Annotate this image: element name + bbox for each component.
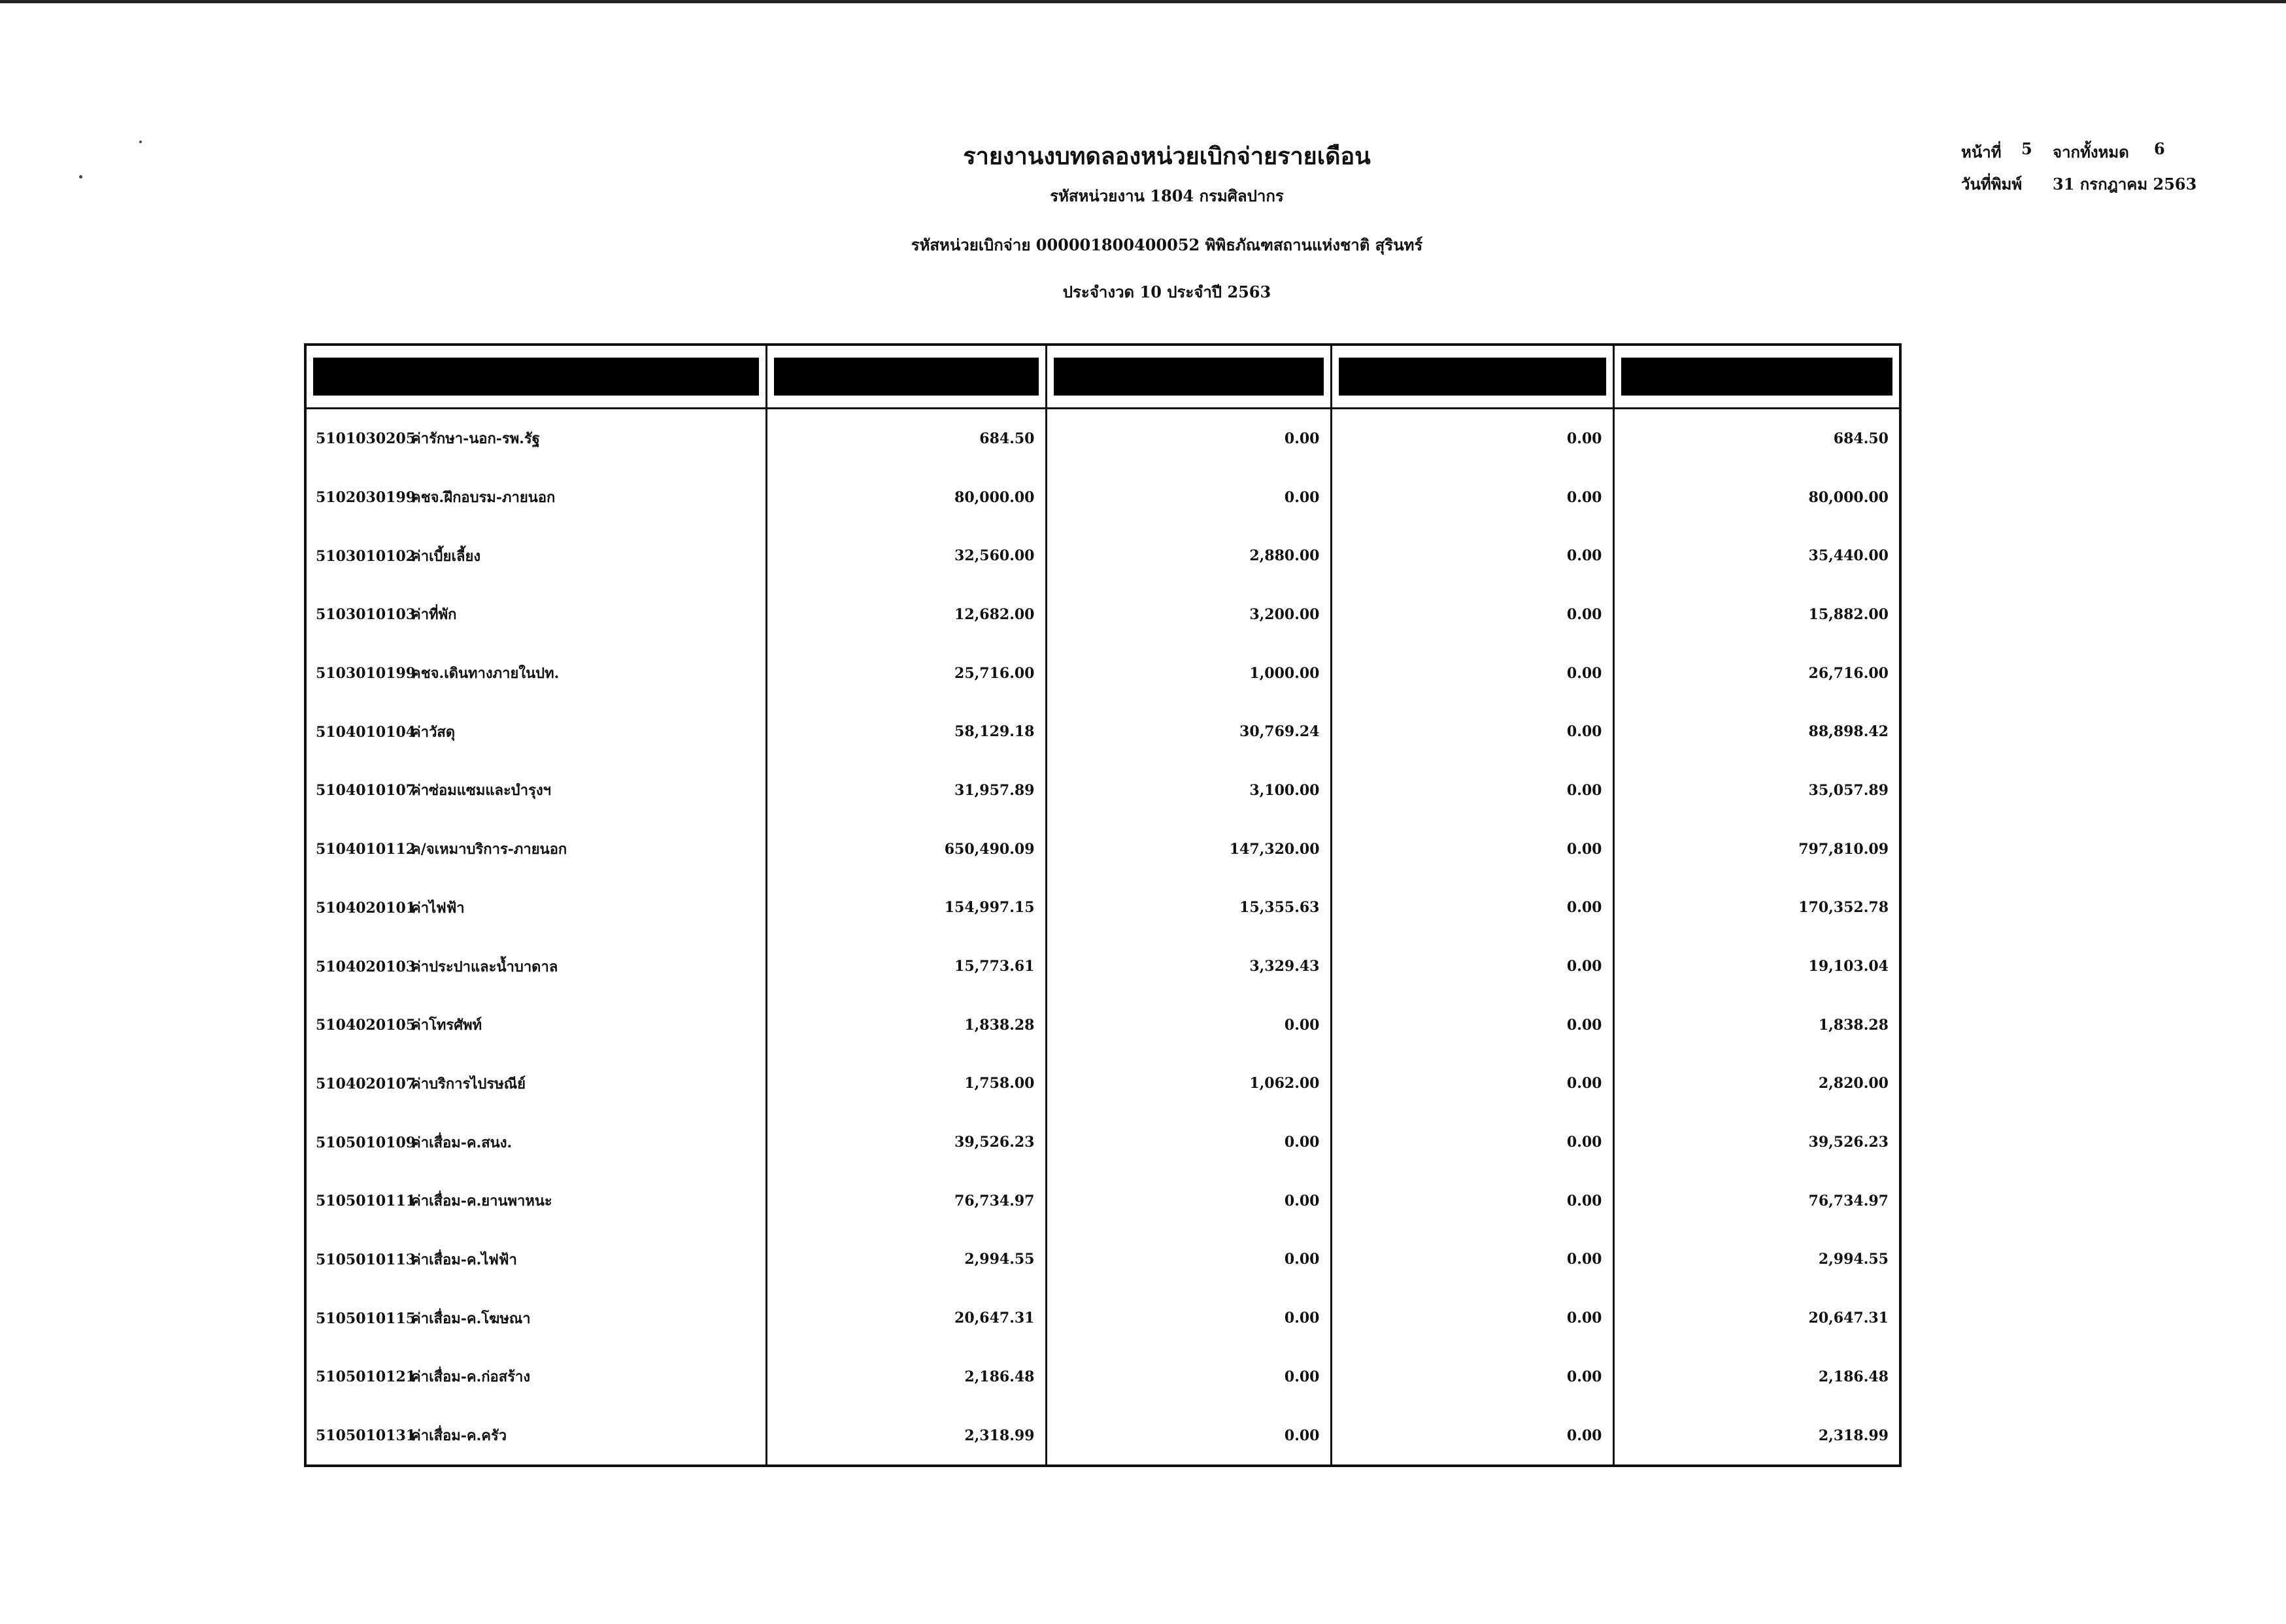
amount-cell-column-2: 1,000.00 [1046,644,1331,703]
account-cell [305,1230,766,1289]
table-row [305,937,1900,996]
amount-cell-column-3: 0.00 [1331,468,1613,527]
amount-cell-column-1: 650,490.09 [766,820,1046,879]
amount-cell-column-1: 2,994.55 [766,1230,1046,1289]
header-cell-column-4 [1613,345,1900,409]
total-pages: 6 [2154,139,2165,158]
amount-cell-column-2: 0.00 [1046,1347,1331,1406]
account-name: ค่าโทรศัพท์ [411,1017,482,1034]
amount-cell-column-1: 76,734.97 [766,1172,1046,1230]
account-cell [305,1289,766,1347]
amount-cell-column-4: 88,898.42 [1613,702,1900,761]
amount-cell-column-2: 3,200.00 [1046,585,1331,644]
account-name: ค่าเสื่อม-ค.ไฟฟ้า [411,1251,517,1268]
amount-cell-column-1: 20,647.31 [766,1289,1046,1347]
account-name: ค่าเบี้ยเลี้ยง [411,547,481,565]
report-title: รายงานงบทดลองหน่วยเบิกจ่ายรายเดือน [963,143,1371,170]
table-row [305,585,1900,644]
amount-cell-column-2: 3,100.00 [1046,761,1331,820]
trial-balance-table [304,343,1902,1467]
amount-cell-column-4: 80,000.00 [1613,468,1900,527]
account-cell [305,702,766,761]
amount-cell-column-4: 26,716.00 [1613,644,1900,703]
account-name: ค่าประปาและน้ำบาดาล [411,958,558,975]
table-row [305,526,1900,585]
period-line: ประจำงวด 10 ประจำปี 2563 [1062,282,1271,301]
amount-cell-column-1: 15,773.61 [766,937,1046,996]
table-row [305,1230,1900,1289]
page-number: 5 [2021,139,2032,158]
account-code: 5104010104 [316,723,416,741]
amount-cell-column-1: 684.50 [766,409,1046,468]
amount-cell-column-3: 0.00 [1331,820,1613,879]
disbursing-unit-line: รหัสหน่วยเบิกจ่าย 000001800400052 พิพิธภัณฑสถานแห่งชาติ สุรินทร์ [911,235,1423,254]
account-code: 5105010113 [316,1251,416,1268]
account-cell [305,820,766,879]
amount-cell-column-4: 170,352.78 [1613,879,1900,938]
amount-cell-column-2: 0.00 [1046,1406,1331,1466]
account-name: ค่าเสื่อม-ค.สนง. [411,1134,513,1151]
agency-line: รหัสหน่วยงาน 1804 กรมศิลปากร [1050,186,1284,205]
account-code: 5105010109 [316,1134,416,1151]
account-cell [305,526,766,585]
amount-cell-column-2: 0.00 [1046,409,1331,468]
amount-cell-column-3: 0.00 [1331,526,1613,585]
account-name: ค่าเสื่อม-ค.ครัว [411,1427,507,1445]
account-cell [305,1172,766,1230]
account-cell [305,1055,766,1113]
amount-cell-column-4: 35,440.00 [1613,526,1900,585]
table-row [305,820,1900,879]
account-cell [305,879,766,938]
table-row [305,1406,1900,1466]
account-code: 5104020105 [316,1017,416,1034]
account-code: 5101030205 [316,430,416,448]
amount-cell-column-3: 0.00 [1331,1406,1613,1466]
account-code: 5104020103 [316,958,416,975]
redacted-header-block [1339,358,1606,396]
amount-cell-column-2: 15,355.63 [1046,879,1331,938]
account-name: ค/จเหมาบริการ-ภายนอก [411,841,567,858]
amount-cell-column-1: 58,129.18 [766,702,1046,761]
account-name: ค่าที่พัก [411,606,457,624]
amount-cell-column-2: 0.00 [1046,468,1331,527]
account-name: ค่าซ่อมแซมและบำรุงฯ [411,782,552,800]
amount-cell-column-4: 20,647.31 [1613,1289,1900,1347]
account-code: 5104020107 [316,1075,416,1092]
amount-cell-column-2: 2,880.00 [1046,526,1331,585]
amount-cell-column-4: 2,994.55 [1613,1230,1900,1289]
amount-cell-column-3: 0.00 [1331,702,1613,761]
scan-speck [79,175,82,178]
table-row [305,1055,1900,1113]
account-name: ค่าเสื่อม-ค.โฆษณา [411,1310,531,1327]
table-row [305,1113,1900,1172]
account-name: ค่าวัสดุ [411,723,456,741]
amount-cell-column-4: 35,057.89 [1613,761,1900,820]
account-name: ค่าไฟฟ้า [411,899,465,917]
print-date-label: วันที่พิมพ์ [1961,175,2023,194]
header-cell-column-3 [1331,345,1613,409]
account-code: 5103010102 [316,547,416,565]
amount-cell-column-1: 39,526.23 [766,1113,1046,1172]
amount-cell-column-3: 0.00 [1331,879,1613,938]
account-cell [305,996,766,1055]
account-cell [305,409,766,468]
redacted-header-block [774,358,1039,396]
amount-cell-column-2: 0.00 [1046,996,1331,1055]
redacted-header-block [313,358,759,396]
amount-cell-column-4: 2,820.00 [1613,1055,1900,1113]
amount-cell-column-3: 0.00 [1331,409,1613,468]
amount-cell-column-1: 80,000.00 [766,468,1046,527]
amount-cell-column-1: 1,838.28 [766,996,1046,1055]
amount-cell-column-3: 0.00 [1331,761,1613,820]
account-name: ค่ารักษา-นอก-รพ.รัฐ [411,430,540,448]
amount-cell-column-1: 2,318.99 [766,1406,1046,1466]
account-name: ค่าเสื่อม-ค.ก่อสร้าง [411,1368,531,1386]
scan-speck [139,141,142,143]
header-cell-column-1 [766,345,1046,409]
table-row [305,702,1900,761]
amount-cell-column-3: 0.00 [1331,644,1613,703]
table-row [305,996,1900,1055]
account-name: คชจ.ฝึกอบรม-ภายนอก [411,489,556,507]
account-name: คชจ.เดินทางภายในปท. [411,665,560,683]
account-cell [305,937,766,996]
table-row [305,644,1900,703]
amount-cell-column-2: 3,329.43 [1046,937,1331,996]
amount-cell-column-4: 19,103.04 [1613,937,1900,996]
amount-cell-column-3: 0.00 [1331,937,1613,996]
account-cell [305,761,766,820]
account-code: 5105010121 [316,1368,416,1386]
amount-cell-column-2: 147,320.00 [1046,820,1331,879]
redacted-header-block [1621,358,1893,396]
account-cell [305,1406,766,1466]
header-cell-account [305,345,766,409]
table-row [305,468,1900,527]
amount-cell-column-2: 0.00 [1046,1230,1331,1289]
account-code: 5103010199 [316,665,416,683]
account-code: 5105010111 [316,1193,416,1210]
table-body [305,409,1900,1466]
amount-cell-column-3: 0.00 [1331,1230,1613,1289]
amount-cell-column-3: 0.00 [1331,1289,1613,1347]
amount-cell-column-3: 0.00 [1331,1172,1613,1230]
amount-cell-column-4: 2,318.99 [1613,1406,1900,1466]
amount-cell-column-4: 684.50 [1613,409,1900,468]
amount-cell-column-3: 0.00 [1331,1113,1613,1172]
header-cell-column-2 [1046,345,1331,409]
table-header-row [305,345,1900,409]
page-label: หน้าที่ [1961,143,2002,161]
amount-cell-column-2: 0.00 [1046,1289,1331,1347]
table-row [305,409,1900,468]
account-code: 5105010115 [316,1310,416,1327]
account-cell [305,468,766,527]
amount-cell-column-1: 154,997.15 [766,879,1046,938]
amount-cell-column-1: 31,957.89 [766,761,1046,820]
account-cell [305,1347,766,1406]
account-code: 5102030199 [316,489,416,507]
redacted-header-block [1054,358,1324,396]
amount-cell-column-2: 1,062.00 [1046,1055,1331,1113]
print-date: 31 กรกฎาคม 2563 [2053,175,2197,194]
amount-cell-column-4: 1,838.28 [1613,996,1900,1055]
account-name: ค่าบริการไปรษณีย์ [411,1075,526,1092]
amount-cell-column-1: 25,716.00 [766,644,1046,703]
amount-cell-column-2: 0.00 [1046,1113,1331,1172]
amount-cell-column-4: 797,810.09 [1613,820,1900,879]
table-row [305,1347,1900,1406]
amount-cell-column-4: 2,186.48 [1613,1347,1900,1406]
table-row [305,1172,1900,1230]
total-label: จากทั้งหมด [2053,143,2129,161]
account-name: ค่าเสื่อม-ค.ยานพาหนะ [411,1193,552,1210]
amount-cell-column-3: 0.00 [1331,996,1613,1055]
amount-cell-column-4: 15,882.00 [1613,585,1900,644]
top-border-rule [0,0,2286,3]
account-cell [305,1113,766,1172]
account-code: 5104010112 [316,841,416,858]
amount-cell-column-4: 39,526.23 [1613,1113,1900,1172]
amount-cell-column-3: 0.00 [1331,585,1613,644]
account-code: 5104020101 [316,899,416,917]
amount-cell-column-3: 0.00 [1331,1055,1613,1113]
account-cell [305,644,766,703]
amount-cell-column-2: 0.00 [1046,1172,1331,1230]
table-row [305,1289,1900,1347]
table-row [305,761,1900,820]
amount-cell-column-1: 2,186.48 [766,1347,1046,1406]
amount-cell-column-1: 1,758.00 [766,1055,1046,1113]
amount-cell-column-1: 12,682.00 [766,585,1046,644]
account-code: 5103010103 [316,606,416,624]
account-code: 5105010131 [316,1427,416,1445]
amount-cell-column-2: 30,769.24 [1046,702,1331,761]
amount-cell-column-3: 0.00 [1331,1347,1613,1406]
amount-cell-column-1: 32,560.00 [766,526,1046,585]
account-cell [305,585,766,644]
table-row [305,879,1900,938]
account-code: 5104010107 [316,782,416,800]
amount-cell-column-4: 76,734.97 [1613,1172,1900,1230]
